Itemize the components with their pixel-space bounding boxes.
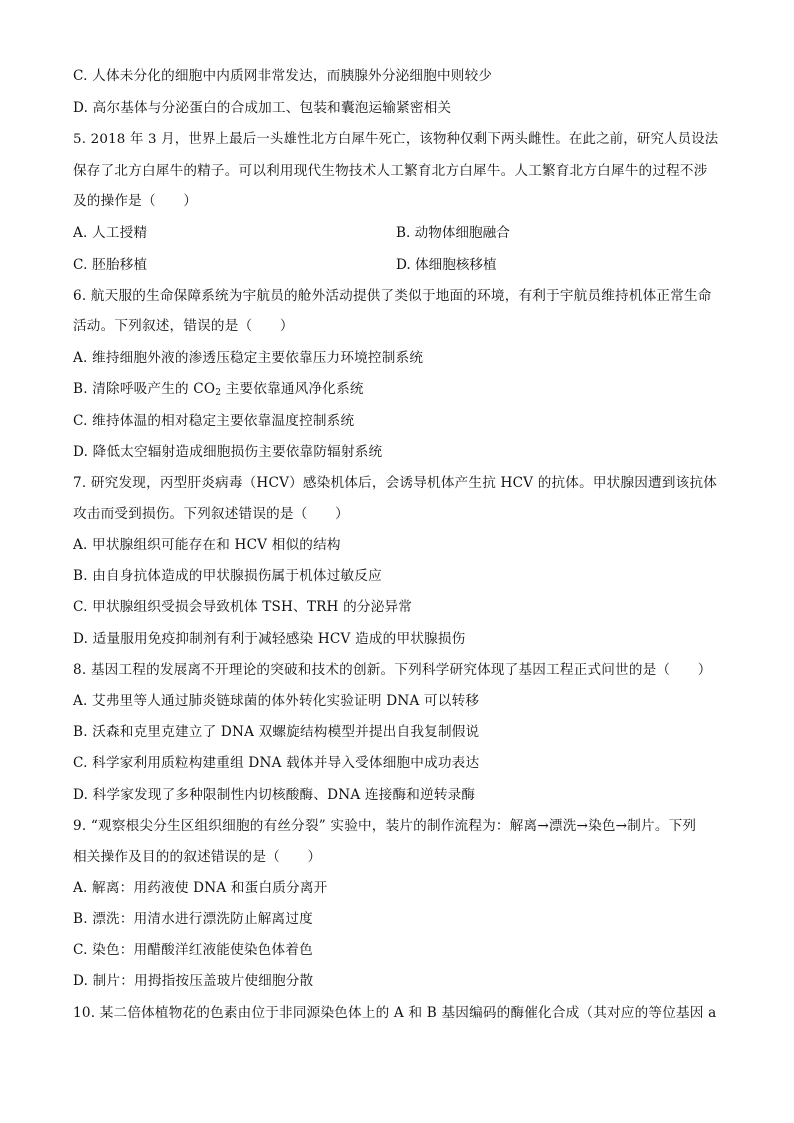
question-5-option-c: C. 胚胎移植	[73, 257, 148, 273]
question-9-option-b: B. 漂洗：用清水进行漂洗防止解离过度	[73, 911, 313, 927]
question-5-stem: 5. 2018 年 3 月，世界上最后一头雄性北方白犀牛死亡，该物种仅剩下两头雌性。在此之前，研究人员设法	[73, 132, 719, 147]
question-7-option-d: D. 适量服用免疫抑制剂有利于减轻感染 HCV 造成的甲状腺损伤	[73, 631, 466, 647]
question-8-option-b: B. 沃森和克里克建立了 DNA 双螺旋结构模型并提出自我复制假说	[73, 724, 480, 740]
question-9-option-d: D. 制片：用拇指按压盖玻片使细胞分散	[73, 973, 314, 989]
question-5-stem: 及的操作是（ ）	[73, 193, 198, 209]
question-8-option-c: C. 科学家利用质粒构建重组 DNA 载体并导入受体细胞中成功表达	[73, 755, 480, 771]
question-5-option-a: A. 人工授精	[73, 225, 148, 241]
question-9-stem: 9. “观察根尖分生区组织细胞的有丝分裂” 实验中，装片的制作流程为：解离→漂洗→染色→制片。下列	[73, 818, 697, 834]
question-8-option-d: D. 科学家发现了多种限制性内切核酸酶、DNA 连接酶和逆转录酶	[73, 787, 476, 803]
option-d-text: D. 高尔基体与分泌蛋白的合成加工、包装和囊泡运输紧密相关	[73, 100, 452, 116]
option-c-text: C. 人体未分化的细胞中内质网非常发达，而胰腺外分泌细胞中则较少	[73, 68, 493, 84]
question-9-stem: 相关操作及目的的叙述错误的是（ ）	[73, 849, 322, 865]
question-9-option-a: A. 解离：用药液使 DNA 和蛋白质分离开	[73, 880, 328, 896]
question-7-stem: 攻击而受到损伤。下列叙述错误的是（ ）	[73, 506, 349, 522]
question-7-option-a: A. 甲状腺组织可能存在和 HCV 相似的结构	[73, 537, 341, 553]
question-9-option-c: C. 染色：用醋酸洋红液能使染色体着色	[73, 942, 313, 958]
question-6-option-d: D. 降低太空辐射造成细胞损伤主要依靠防辐射系统	[73, 444, 383, 460]
question-6-stem: 6. 航天服的生命保障系统为宇航员的舱外活动提供了类似于地面的环境，有利于宇航员维持机体正常生命	[73, 288, 712, 304]
subscript: 2	[215, 388, 222, 398]
question-5-stem: 保存了北方白犀牛的精子。可以利用现代生物技术人工繁育北方白犀牛。人工繁育北方白犀牛的过程不涉	[73, 163, 708, 179]
question-6-option-a: A. 维持细胞外液的渗透压稳定主要依靠压力环境控制系统	[73, 350, 424, 366]
option-text: B. 清除呼吸产生的 CO	[73, 381, 216, 397]
question-7-option-c: C. 甲状腺组织受损会导致机体 TSH、TRH 的分泌异常	[73, 599, 413, 615]
question-7-stem: 7. 研究发现，丙型肝炎病毒（HCV）感染机体后，会诱导机体产生抗 HCV 的抗体。甲状腺因遭到该抗体	[73, 475, 718, 491]
question-8-option-a: A. 艾弗里等人通过肺炎链球菌的体外转化实验证明 DNA 可以转移	[73, 693, 480, 709]
question-6-stem: 活动。下列叙述，错误的是（ ）	[73, 318, 294, 334]
question-10-stem: 10. 某二倍体植物花的色素由位于非同源染色体上的 A 和 B 基因编码的酶催化合成（其对应的等位基因 a	[73, 1005, 717, 1021]
question-7-option-b: B. 由自身抗体造成的甲状腺损伤属于机体过敏反应	[73, 568, 382, 584]
option-text: 主要依靠通风净化系统	[221, 381, 364, 397]
question-8-stem: 8. 基因工程的发展离不开理论的突破和技术的创新。下列科学研究体现了基因工程正式问世的是（ ）	[73, 662, 712, 678]
question-6-option-c: C. 维持体温的相对稳定主要依靠温度控制系统	[73, 413, 355, 429]
question-5-option-b: B. 动物体细胞融合	[396, 225, 510, 241]
question-6-option-b	[73, 379, 364, 403]
question-5-option-d: D. 体细胞核移植	[396, 257, 497, 273]
